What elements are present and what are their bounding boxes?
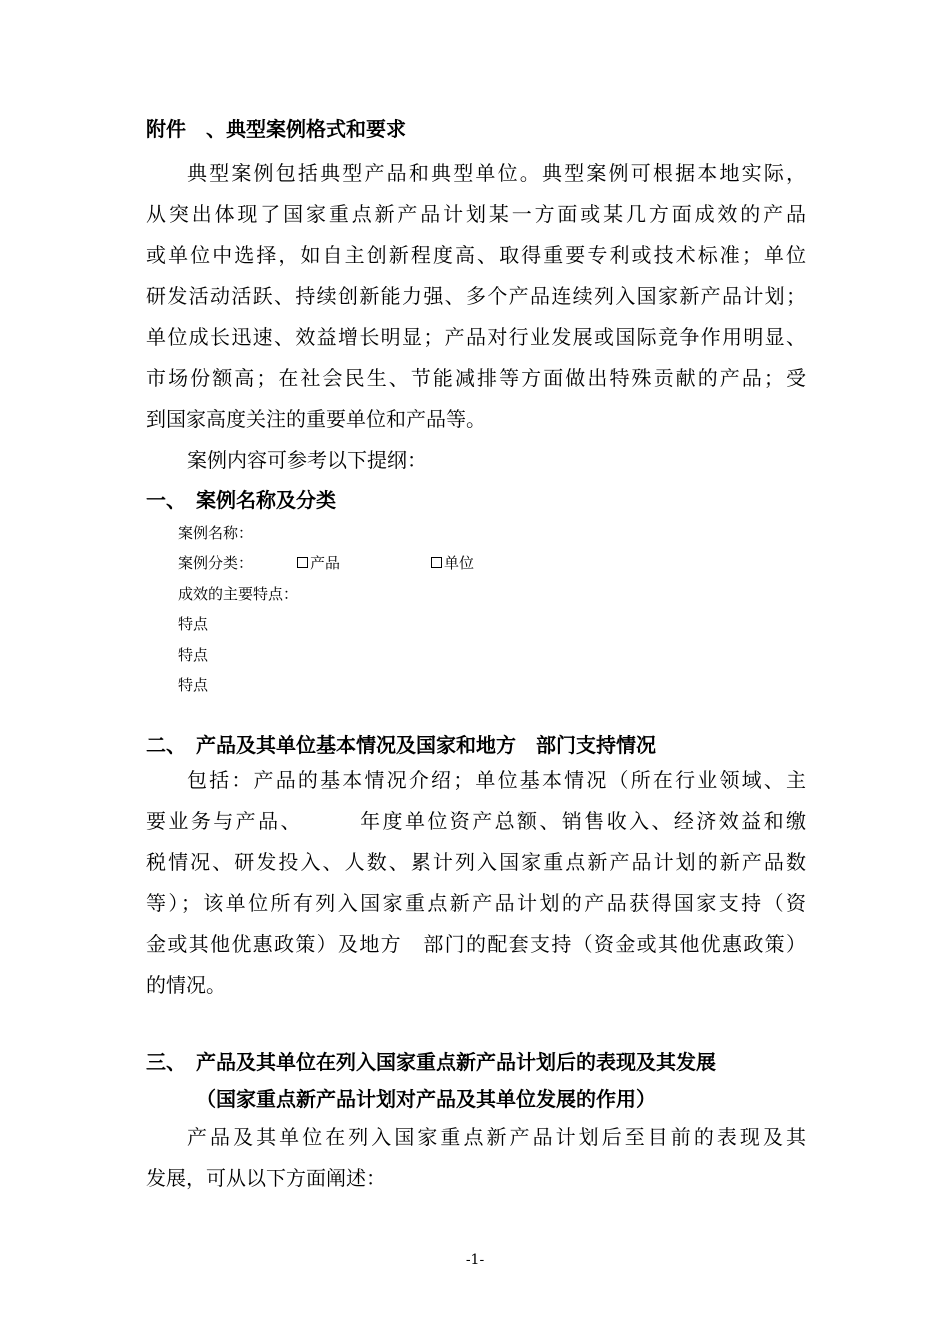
section2-line: 要业务与产品、 年度单位资产总额、销售收入、经济效益和缴 — [146, 809, 806, 833]
section2-line: 包括：产品的基本情况介绍；单位基本情况（所在行业领域、主 — [187, 768, 806, 792]
unit-option[interactable] — [431, 552, 474, 573]
unit-checkbox[interactable] — [431, 557, 442, 568]
intro-line: 或单位中选择，如自主创新程度高、取得重要专利或技术标准；单位 — [146, 243, 806, 267]
unit-option-label: 单位 — [444, 554, 475, 572]
intro-line: 单位成长迅速、效益增长明显；产品对行业发展或国际竞争作用明显、 — [146, 325, 806, 349]
section3-line: 产品及其单位在列入国家重点新产品计划后至目前的表现及其 — [187, 1125, 806, 1149]
section-subheading-3: （国家重点新产品计划对产品及其单位发展的作用） — [196, 1087, 656, 1111]
intro-line: 从突出体现了国家重点新产品计划某一方面或某几方面成效的产品 — [146, 202, 806, 226]
section3-line: 发展，可从以下方面阐述： — [146, 1166, 386, 1190]
intro-line: 到国家高度关注的重要单位和产品等。 — [146, 407, 486, 431]
feature-item: 特点 — [178, 646, 209, 664]
intro-line: 研发活动活跃、持续创新能力强、多个产品连续列入国家新产品计划； — [146, 284, 806, 308]
product-checkbox[interactable] — [297, 557, 308, 568]
section2-line: 税情况、研发投入、人数、累计列入国家重点新产品计划的新产品数 — [146, 850, 806, 874]
section2-line: 等）；该单位所有列入国家重点新产品计划的产品获得国家支持（资 — [146, 891, 806, 915]
case-category-label: 案例分类： — [178, 554, 254, 572]
product-option[interactable] — [297, 552, 340, 573]
document-title: 附件 、典型案例格式和要求 — [146, 117, 406, 141]
feature-item: 特点 — [178, 615, 209, 633]
section2-line: 的情况。 — [146, 973, 226, 997]
section-heading-2: 二、 产品及其单位基本情况及国家和地方 部门支持情况 — [146, 733, 656, 757]
outline-intro: 案例内容可参考以下提纲： — [187, 448, 427, 472]
features-label: 成效的主要特点： — [178, 585, 299, 603]
section2-line: 金或其他优惠政策）及地方 部门的配套支持（资金或其他优惠政策） — [146, 932, 806, 956]
intro-line: 市场份额高；在社会民生、节能减排等方面做出特殊贡献的产品；受 — [146, 366, 806, 390]
page-number: -1- — [465, 1252, 485, 1268]
section-heading-1: 一、 案例名称及分类 — [146, 488, 336, 512]
feature-item: 特点 — [178, 676, 209, 694]
section-heading-3: 三、 产品及其单位在列入国家重点新产品计划后的表现及其发展 — [146, 1050, 716, 1074]
intro-line: 典型案例包括典型产品和典型单位。典型案例可根据本地实际， — [187, 161, 806, 185]
case-name-label: 案例名称： — [178, 524, 254, 542]
product-option-label: 产品 — [310, 554, 341, 572]
